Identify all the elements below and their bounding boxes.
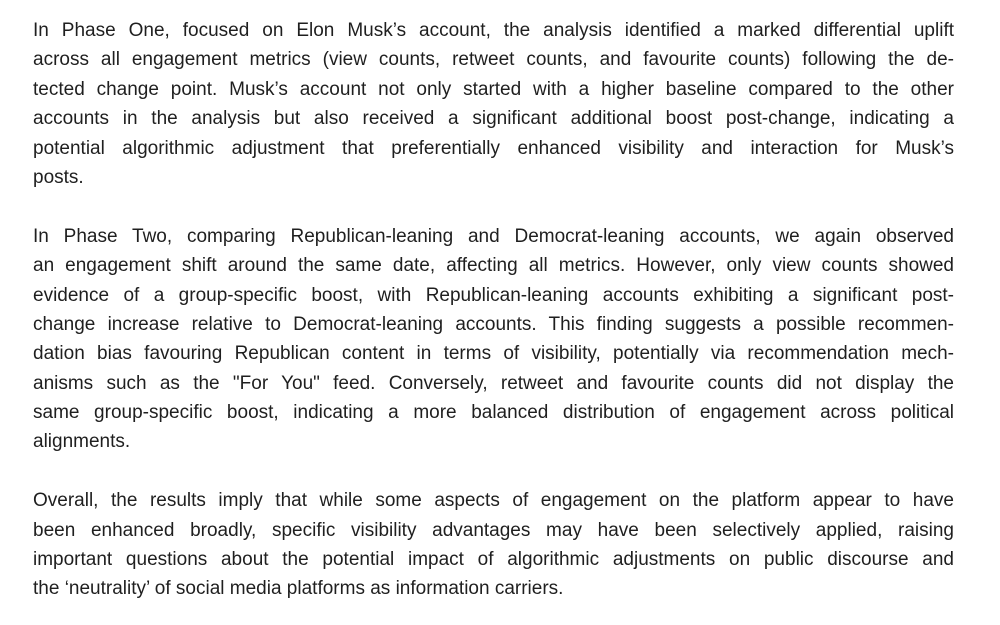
text-line: same group-specific boost, indicating a more balanced distribution of engagement across political [33,402,954,424]
text-line: tected change point. Musk’s account not only started with a higher baseline compared to the other [33,78,954,100]
paragraph-spacer [33,457,954,486]
text-line: Overall, the results imply that while some aspects of engagement on the platform appear to have [33,490,954,512]
text-line: accounts in the analysis but also received a significant additional boost post-change, indicating a [33,108,954,130]
text-line: anisms such as the "For You" feed. Conversely, retweet and favourite counts did not display the [33,372,954,394]
paragraph-phase-one [33,16,954,192]
text-line: an engagement shift around the same date, affecting all metrics. However, only view counts showed [33,255,954,277]
text-line: dation bias favouring Republican content in terms of visibility, potentially via recommendation mech- [33,343,954,365]
text-line: the ‘neutrality’ of social media platforms as information carriers. [33,578,564,600]
text-line: been enhanced broadly, specific visibility advantages may have been selectively applied, raising [33,519,954,541]
text-line: In Phase One, focused on Elon Musk’s account, the analysis identified a marked differential uplift [33,20,954,41]
document-body [33,16,954,604]
paragraph-phase-two [33,222,954,457]
text-line: change increase relative to Democrat-leaning accounts. This finding suggests a possible recommen- [33,313,954,335]
text-line: evidence of a group-specific boost, with Republican-leaning accounts exhibiting a significant post- [33,284,954,306]
paragraph-overall [33,486,954,604]
paragraph-spacer [33,192,954,221]
text-line: posts. [33,166,84,188]
text-line: In Phase Two, comparing Republican-leaning and Democrat-leaning accounts, we again observed [33,225,954,247]
text-line: across all engagement metrics (view counts, retweet counts, and favourite counts) following the de- [33,49,954,71]
text-line: potential algorithmic adjustment that preferentially enhanced visibility and interaction for Musk’s [33,137,954,159]
text-line: important questions about the potential impact of algorithmic adjustments on public discourse and [33,549,954,571]
text-line: alignments. [33,431,131,453]
